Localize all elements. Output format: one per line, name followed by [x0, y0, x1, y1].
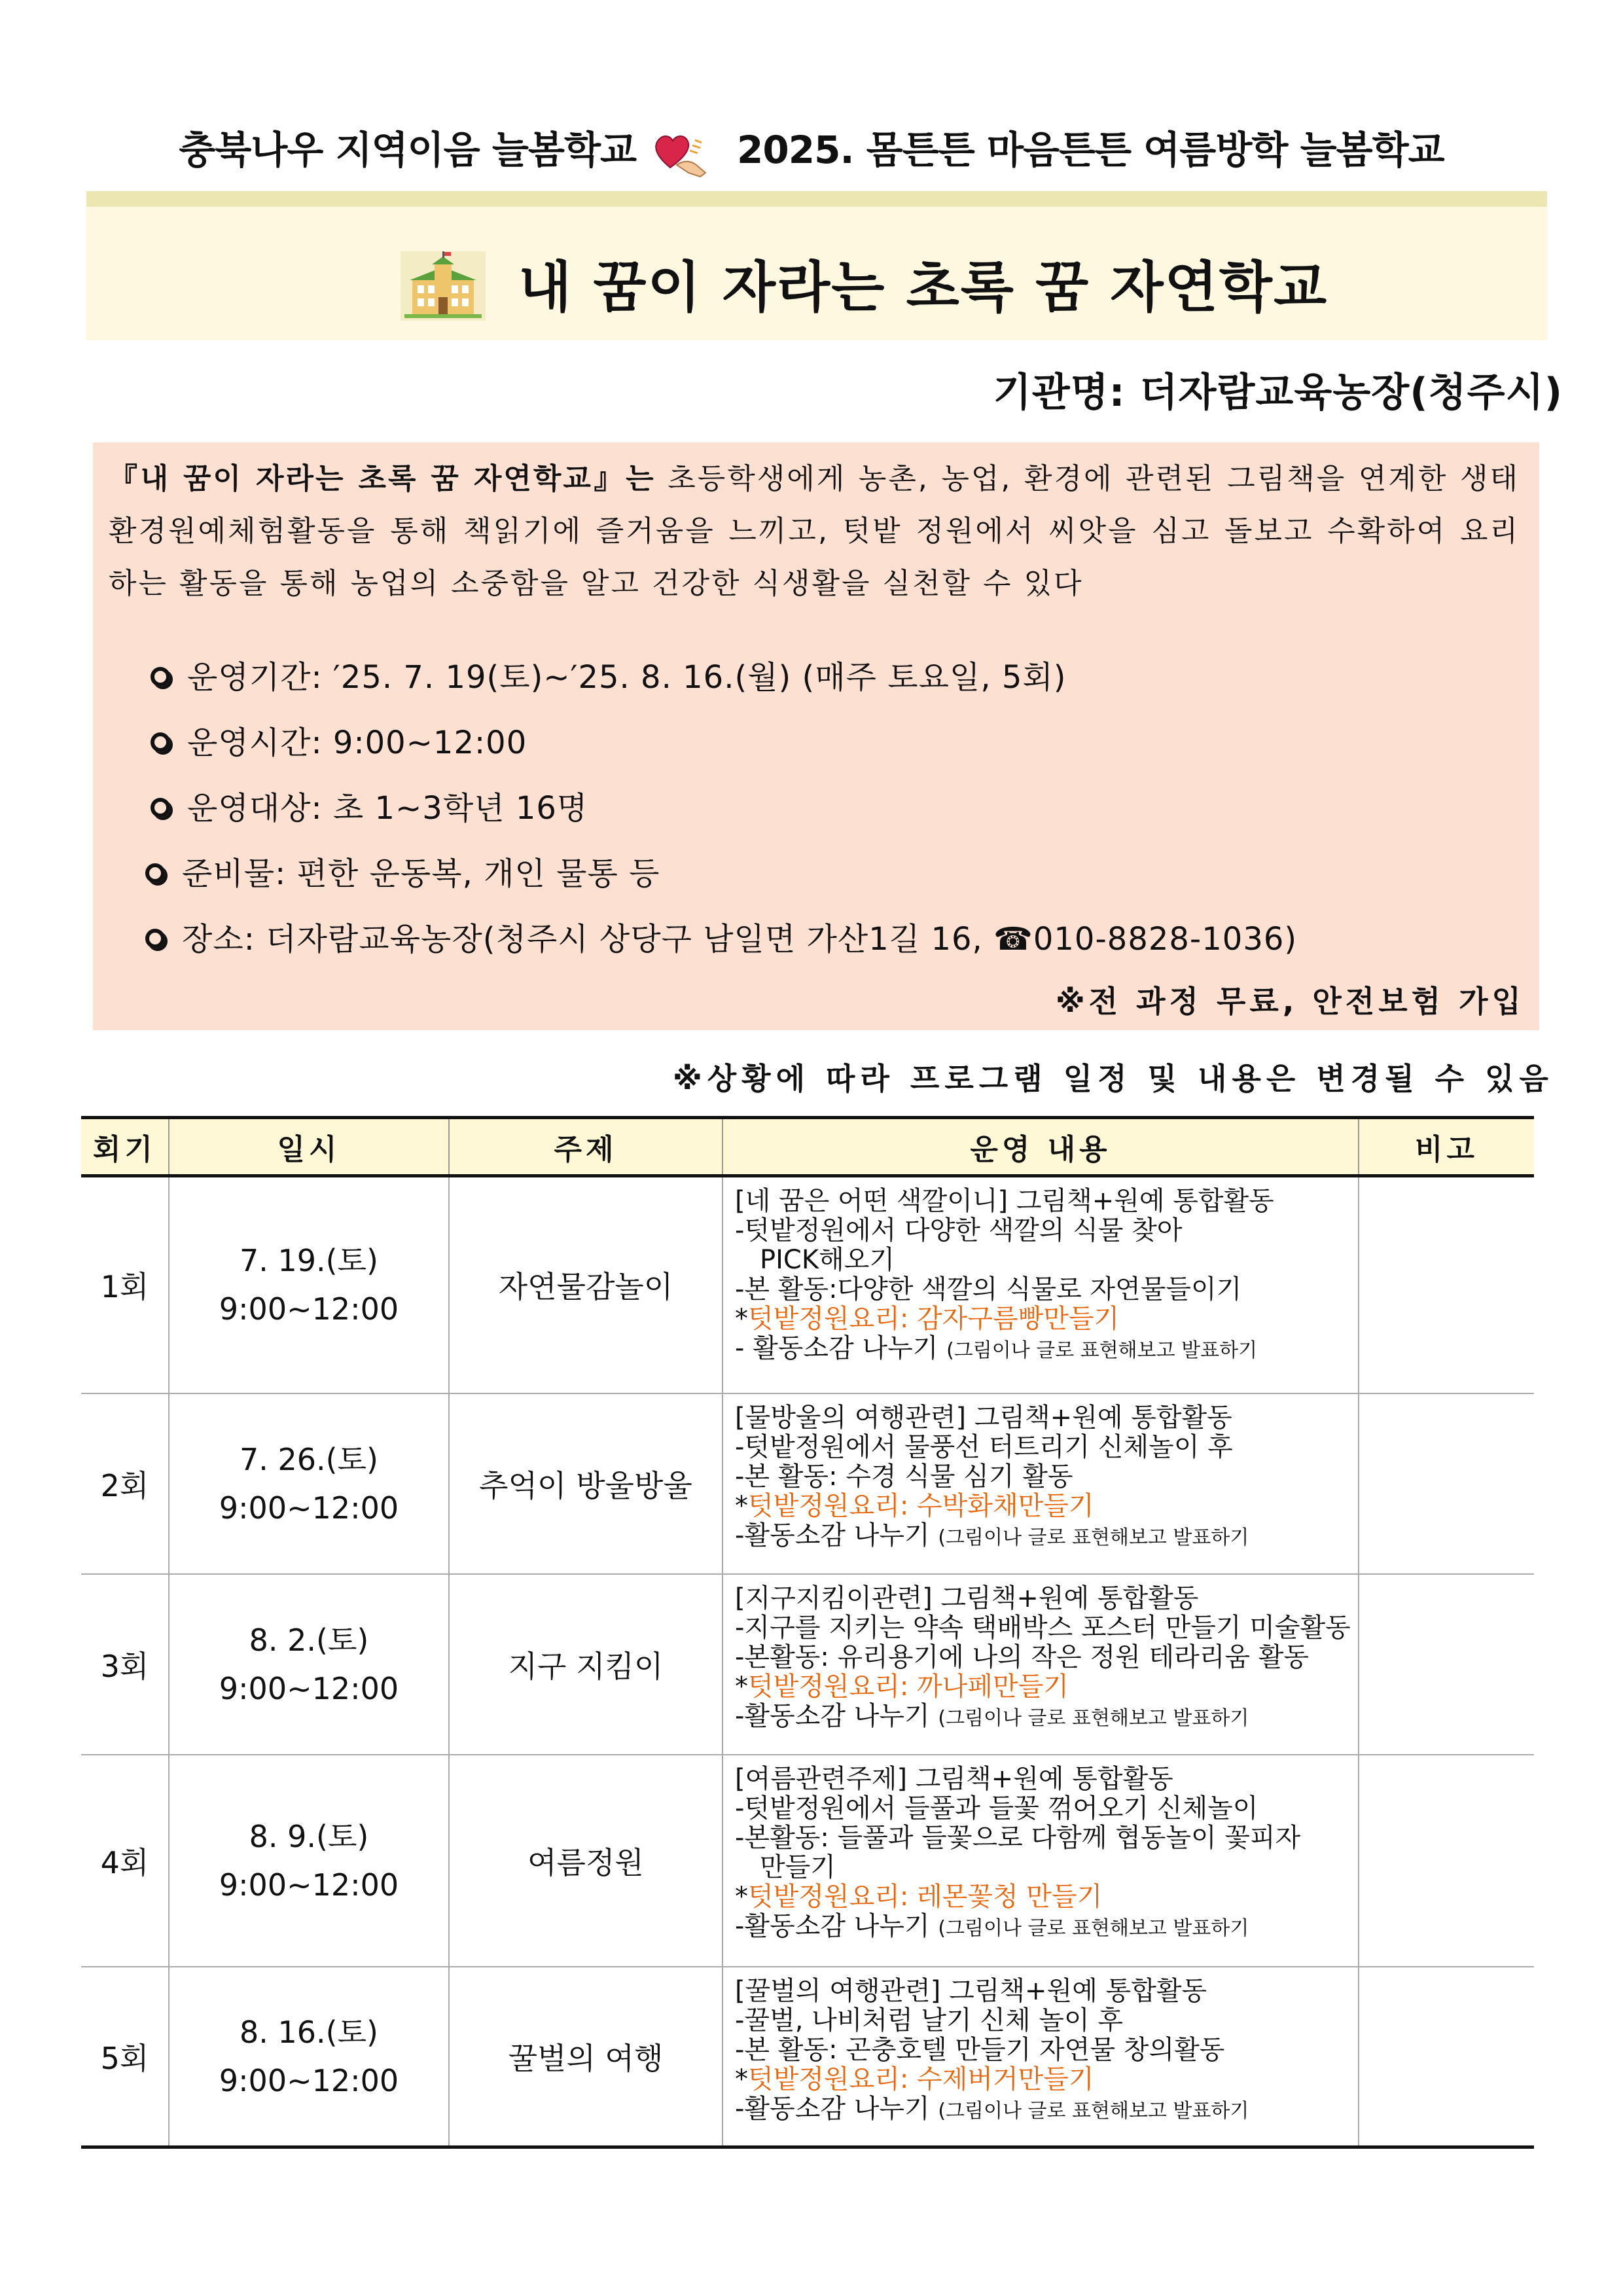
header-right-text: 2025. 몸튼튼 마음튼튼 여름방학 늘봄학교	[737, 128, 1444, 172]
topic-cell: 자연물감놀이	[449, 1176, 722, 1393]
date-cell: 7. 19.(토) 9:00~12:00	[169, 1176, 449, 1393]
table-row	[81, 1574, 1534, 1755]
table-row	[81, 1176, 1534, 1393]
intro-emphasis: 『내 꿈이 자라는 초록 꿈 자연학교』는	[109, 462, 656, 495]
info-item-target: 운영대상: 초 1~3학년 16명	[151, 783, 588, 828]
content-cell: [꿀벌의 여행관련] 그림책+원예 통합활동 -꿀벌, 나비처럼 날기 신체 놀이 후 -본 활동: 곤충호텔 만들기 자연물 창의활동 *텃밭정원요리: 수제버거만들기 -활동소감 나누기 (그림이나 글로 표현해보고 발표하기	[722, 1967, 1359, 2147]
note-cell	[1359, 1393, 1534, 1574]
session-cell: 5회	[81, 1967, 169, 2147]
schedule-table	[81, 1116, 1534, 2149]
note-cell	[1359, 1176, 1534, 1393]
header-left-text: 충북나우 지역이음 늘봄학교	[179, 128, 637, 172]
header-banner	[0, 119, 1623, 178]
info-item-supplies: 준비물: 편한 운동복, 개인 물통 등	[145, 848, 660, 893]
date-cell: 7. 26.(토) 9:00~12:00	[169, 1393, 449, 1574]
free-note: ※전 과정 무료, 안전보험 가입	[1055, 984, 1525, 1019]
content-cell: [네 꿈은 어떤 색깔이니] 그림책+원예 통합활동 -텃밭정원에서 다양한 색깔의 식물 찾아 PICK해오기 -본 활동:다양한 색깔의 식물로 자연물들이기 *텃밭정원요리: 감자구름빵만들기 - 활동소감 나누기 (그림이나 글로 표현해보고 발표하기	[722, 1176, 1359, 1393]
title-bar	[86, 191, 1547, 340]
topic-cell: 여름정원	[449, 1755, 722, 1967]
heart-hands-icon	[651, 127, 711, 178]
content-cell: [지구지킴이관련] 그림책+원예 통합활동 -지구를 지키는 약속 택배박스 포스터 만들기 미술활동 -본활동: 유리용기에 나의 작은 정원 테라리움 활동 *텃밭정원요리: 까나페만들기 -활동소감 나누기 (그림이나 글로 표현해보고 발표하기	[722, 1574, 1359, 1755]
bullet-circle-icon	[145, 863, 165, 883]
page-title: 내 꿈이 자라는 초록 꿈 자연학교	[518, 255, 1329, 319]
header-content: 운영 내용	[722, 1118, 1359, 1176]
change-note: ※상황에 따라 프로그램 일정 및 내용은 변경될 수 있음	[673, 1061, 1554, 1096]
table-row	[81, 1755, 1534, 1967]
table-row	[81, 1967, 1534, 2147]
date-cell: 8. 9.(토) 9:00~12:00	[169, 1755, 449, 1967]
date-cell: 8. 16.(토) 9:00~12:00	[169, 1967, 449, 2147]
content-cell: [물방울의 여행관련] 그림책+원예 통합활동 -텃밭정원에서 물풍선 터트리기 신체놀이 후 -본 활동: 수경 식물 심기 활동 *텃밭정원요리: 수박화채만들기 -활동소감 나누기 (그림이나 글로 표현해보고 발표하기	[722, 1393, 1359, 1574]
bullet-circle-icon	[151, 798, 170, 817]
bullet-circle-icon	[151, 667, 170, 687]
header-note: 비고	[1359, 1118, 1534, 1176]
organization-name: 기관명: 더자람교육농장(청주시)	[993, 370, 1563, 416]
session-cell: 2회	[81, 1393, 169, 1574]
header-session: 회기	[81, 1118, 169, 1176]
session-cell: 1회	[81, 1176, 169, 1393]
cooking-activity: *텃밭정원요리: 레몬꽃청 만들기	[735, 1881, 1103, 1912]
intro-paragraph	[109, 453, 1520, 610]
note-cell	[1359, 1967, 1534, 2147]
school-icon	[401, 251, 486, 321]
topic-cell: 추억이 방울방울	[449, 1393, 722, 1574]
cooking-activity: *텃밭정원요리: 수박화채만들기	[735, 1490, 1094, 1521]
info-item-period: 운영기간: ′25. 7. 19(토)~′25. 8. 16.(월) (매주 토요일, 5회)	[151, 652, 1067, 697]
bullet-circle-icon	[145, 929, 165, 948]
topic-cell: 지구 지킴이	[449, 1574, 722, 1755]
bullet-circle-icon	[151, 732, 170, 752]
session-cell: 4회	[81, 1755, 169, 1967]
info-box	[93, 442, 1539, 1030]
intro-text: 초등학생에게 농촌, 농업, 환경에 관련된 그림책을 연계한 생태환경원예체험활동을 통해 책읽기에 즐거움을 느끼고, 텃밭 정원에서 씨앗을 심고 돌보고 수확하여 요리하는 활동을 통해 농업의 소중함을 알고 건강한 식생활을 실천할 수 있다	[109, 462, 1520, 600]
session-cell: 3회	[81, 1574, 169, 1755]
table-row	[81, 1393, 1534, 1574]
cooking-activity: *텃밭정원요리: 까나페만들기	[735, 1671, 1069, 1702]
note-cell	[1359, 1574, 1534, 1755]
info-item-location: 장소: 더자람교육농장(청주시 상당구 남일면 가산1길 16, ☎010-8828-1036)	[145, 914, 1297, 959]
table-header-row	[81, 1118, 1534, 1176]
cooking-activity: *텃밭정원요리: 수제버거만들기	[735, 2064, 1094, 2094]
header-date: 일시	[169, 1118, 449, 1176]
cooking-activity: *텃밭정원요리: 감자구름빵만들기	[735, 1304, 1120, 1334]
info-item-time: 운영시간: 9:00~12:00	[151, 717, 527, 762]
header-topic: 주제	[449, 1118, 722, 1176]
date-cell: 8. 2.(토) 9:00~12:00	[169, 1574, 449, 1755]
content-cell: [여름관련주제] 그림책+원예 통합활동 -텃밭정원에서 들풀과 들꽃 꺾어오기 신체놀이 -본활동: 들풀과 들꽃으로 다함께 협동놀이 꽃피자 만들기 *텃밭정원요리: 레몬꽃청 만들기 -활동소감 나누기 (그림이나 글로 표현해보고 발표하기	[722, 1755, 1359, 1967]
note-cell	[1359, 1755, 1534, 1967]
topic-cell: 꿀벌의 여행	[449, 1967, 722, 2147]
